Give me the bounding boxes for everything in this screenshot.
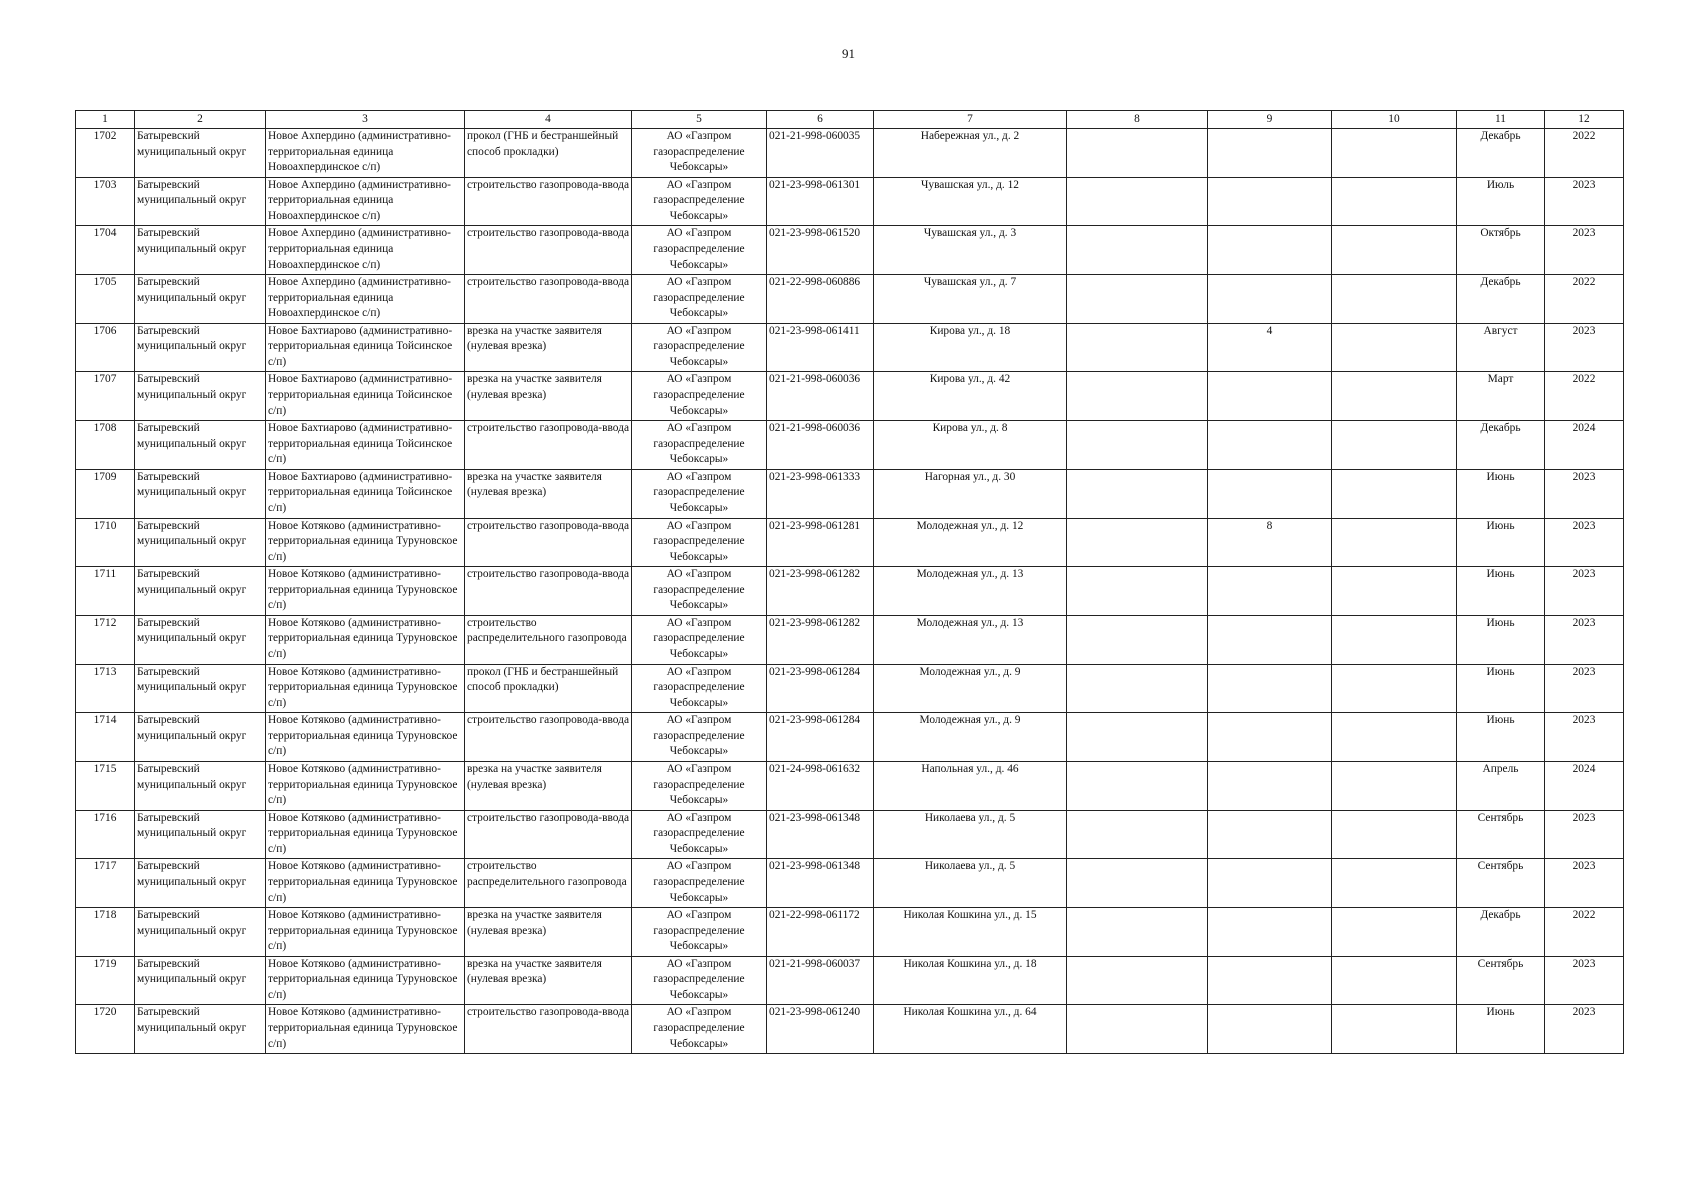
year-cell: 2022: [1545, 908, 1624, 957]
table-body: [76, 129, 1624, 1054]
organization-cell: АО «Газпром газораспределение Чебоксары»: [632, 421, 767, 470]
column-9-cell: [1208, 956, 1332, 1005]
work-type-cell: врезка на участке заявителя (нулевая врезка): [465, 469, 632, 518]
cadastral-number-cell: 021-21-998-060035: [767, 129, 874, 178]
table-row: [76, 177, 1624, 226]
column-10-cell: [1332, 713, 1457, 762]
row-number-cell: 1709: [76, 469, 135, 518]
column-9-cell: [1208, 226, 1332, 275]
address-cell: Николаева ул., д. 5: [874, 810, 1067, 859]
column-9-cell: [1208, 664, 1332, 713]
work-type-cell: строительство газопровода-ввода: [465, 226, 632, 275]
organization-cell: АО «Газпром газораспределение Чебоксары»: [632, 664, 767, 713]
column-8-cell: [1067, 469, 1208, 518]
cadastral-number-cell: 021-21-998-060037: [767, 956, 874, 1005]
table-row: [76, 615, 1624, 664]
table-row: [76, 761, 1624, 810]
cadastral-number-cell: 021-23-998-061333: [767, 469, 874, 518]
column-10-cell: [1332, 518, 1457, 567]
year-cell: 2023: [1545, 518, 1624, 567]
organization-cell: АО «Газпром газораспределение Чебоксары»: [632, 275, 767, 324]
cadastral-number-cell: 021-23-998-061282: [767, 615, 874, 664]
row-number-cell: 1704: [76, 226, 135, 275]
organization-cell: АО «Газпром газораспределение Чебоксары»: [632, 177, 767, 226]
column-10-cell: [1332, 908, 1457, 957]
district-cell: Батыревский муниципальный округ: [135, 177, 266, 226]
cadastral-number-cell: 021-23-998-061348: [767, 859, 874, 908]
month-cell: Июнь: [1457, 518, 1545, 567]
column-8-cell: [1067, 615, 1208, 664]
row-number-cell: 1719: [76, 956, 135, 1005]
month-cell: Июль: [1457, 177, 1545, 226]
column-9-cell: [1208, 908, 1332, 957]
district-cell: Батыревский муниципальный округ: [135, 275, 266, 324]
year-cell: 2023: [1545, 1005, 1624, 1054]
settlement-cell: Новое Бахтиарово (административно-территориальная единица Тойсинское с/п): [266, 323, 465, 372]
work-type-cell: врезка на участке заявителя (нулевая врезка): [465, 323, 632, 372]
page-number: 91: [842, 46, 855, 61]
month-cell: Июнь: [1457, 1005, 1545, 1054]
address-cell: Кирова ул., д. 42: [874, 372, 1067, 421]
address-cell: Молодежная ул., д. 13: [874, 567, 1067, 616]
work-type-cell: строительство газопровода-ввода: [465, 810, 632, 859]
column-9-cell: [1208, 615, 1332, 664]
month-cell: Июнь: [1457, 567, 1545, 616]
cadastral-number-cell: 021-21-998-060036: [767, 421, 874, 470]
cadastral-number-cell: 021-21-998-060036: [767, 372, 874, 421]
organization-cell: АО «Газпром газораспределение Чебоксары»: [632, 518, 767, 567]
settlement-cell: Новое Котяково (административно-территориальная единица Туруновское с/п): [266, 567, 465, 616]
cadastral-number-cell: 021-23-998-061301: [767, 177, 874, 226]
table-row: [76, 713, 1624, 762]
address-cell: Молодежная ул., д. 13: [874, 615, 1067, 664]
settlement-cell: Новое Бахтиарово (административно-территориальная единица Тойсинское с/п): [266, 469, 465, 518]
column-10-cell: [1332, 275, 1457, 324]
column-header-3: 3: [266, 111, 465, 129]
district-cell: Батыревский муниципальный округ: [135, 615, 266, 664]
work-type-cell: строительство распределительного газопровода: [465, 859, 632, 908]
district-cell: Батыревский муниципальный округ: [135, 713, 266, 762]
column-10-cell: [1332, 956, 1457, 1005]
gasification-register-table: [75, 110, 1624, 1054]
address-cell: Набережная ул., д. 2: [874, 129, 1067, 178]
work-type-cell: врезка на участке заявителя (нулевая врезка): [465, 956, 632, 1005]
district-cell: Батыревский муниципальный округ: [135, 372, 266, 421]
column-8-cell: [1067, 421, 1208, 470]
column-header-1: 1: [76, 111, 135, 129]
column-9-cell: [1208, 372, 1332, 421]
district-cell: Батыревский муниципальный округ: [135, 567, 266, 616]
column-9-cell: [1208, 469, 1332, 518]
month-cell: Сентябрь: [1457, 859, 1545, 908]
row-number-cell: 1720: [76, 1005, 135, 1054]
address-cell: Николая Кошкина ул., д. 64: [874, 1005, 1067, 1054]
cadastral-number-cell: 021-23-998-061411: [767, 323, 874, 372]
table-row: [76, 956, 1624, 1005]
year-cell: 2023: [1545, 810, 1624, 859]
settlement-cell: Новое Котяково (административно-территориальная единица Туруновское с/п): [266, 761, 465, 810]
table-row: [76, 908, 1624, 957]
organization-cell: АО «Газпром газораспределение Чебоксары»: [632, 859, 767, 908]
month-cell: Декабрь: [1457, 421, 1545, 470]
work-type-cell: врезка на участке заявителя (нулевая врезка): [465, 372, 632, 421]
work-type-cell: строительство газопровода-ввода: [465, 177, 632, 226]
organization-cell: АО «Газпром газораспределение Чебоксары»: [632, 1005, 767, 1054]
column-10-cell: [1332, 761, 1457, 810]
district-cell: Батыревский муниципальный округ: [135, 810, 266, 859]
table-row: [76, 810, 1624, 859]
organization-cell: АО «Газпром газораспределение Чебоксары»: [632, 323, 767, 372]
column-9-cell: 4: [1208, 323, 1332, 372]
work-type-cell: строительство газопровода-ввода: [465, 275, 632, 324]
district-cell: Батыревский муниципальный округ: [135, 859, 266, 908]
column-8-cell: [1067, 908, 1208, 957]
address-cell: Николаева ул., д. 5: [874, 859, 1067, 908]
organization-cell: АО «Газпром газораспределение Чебоксары»: [632, 567, 767, 616]
column-9-cell: [1208, 859, 1332, 908]
settlement-cell: Новое Котяково (административно-территориальная единица Туруновское с/п): [266, 956, 465, 1005]
settlement-cell: Новое Котяково (административно-территориальная единица Туруновское с/п): [266, 859, 465, 908]
address-cell: Николая Кошкина ул., д. 15: [874, 908, 1067, 957]
address-cell: Молодежная ул., д. 12: [874, 518, 1067, 567]
column-10-cell: [1332, 664, 1457, 713]
table-row: [76, 518, 1624, 567]
cadastral-number-cell: 021-23-998-061284: [767, 713, 874, 762]
column-10-cell: [1332, 469, 1457, 518]
column-10-cell: [1332, 323, 1457, 372]
column-header-12: 12: [1545, 111, 1624, 129]
district-cell: Батыревский муниципальный округ: [135, 518, 266, 567]
work-type-cell: строительство газопровода-ввода: [465, 1005, 632, 1054]
column-10-cell: [1332, 810, 1457, 859]
column-9-cell: [1208, 177, 1332, 226]
column-8-cell: [1067, 323, 1208, 372]
work-type-cell: строительство газопровода-ввода: [465, 567, 632, 616]
column-8-cell: [1067, 859, 1208, 908]
settlement-cell: Новое Ахпердино (административно-территориальная единица Новоахпердинское с/п): [266, 275, 465, 324]
district-cell: Батыревский муниципальный округ: [135, 1005, 266, 1054]
cadastral-number-cell: 021-22-998-060886: [767, 275, 874, 324]
row-number-cell: 1713: [76, 664, 135, 713]
settlement-cell: Новое Ахпердино (административно-территориальная единица Новоахпердинское с/п): [266, 129, 465, 178]
settlement-cell: Новое Котяково (административно-территориальная единица Туруновское с/п): [266, 1005, 465, 1054]
column-8-cell: [1067, 664, 1208, 713]
table-row: [76, 469, 1624, 518]
month-cell: Сентябрь: [1457, 956, 1545, 1005]
year-cell: 2024: [1545, 421, 1624, 470]
address-cell: Напольная ул., д. 46: [874, 761, 1067, 810]
cadastral-number-cell: 021-23-998-061284: [767, 664, 874, 713]
column-8-cell: [1067, 518, 1208, 567]
column-8-cell: [1067, 226, 1208, 275]
row-number-cell: 1716: [76, 810, 135, 859]
cadastral-number-cell: 021-23-998-061348: [767, 810, 874, 859]
column-8-cell: [1067, 372, 1208, 421]
column-8-cell: [1067, 275, 1208, 324]
month-cell: Август: [1457, 323, 1545, 372]
address-cell: Нагорная ул., д. 30: [874, 469, 1067, 518]
row-number-cell: 1703: [76, 177, 135, 226]
column-header-6: 6: [767, 111, 874, 129]
column-9-cell: [1208, 421, 1332, 470]
month-cell: Декабрь: [1457, 129, 1545, 178]
month-cell: Декабрь: [1457, 275, 1545, 324]
table-row: [76, 1005, 1624, 1054]
work-type-cell: строительство газопровода-ввода: [465, 518, 632, 567]
cadastral-number-cell: 021-22-998-061172: [767, 908, 874, 957]
row-number-cell: 1712: [76, 615, 135, 664]
row-number-cell: 1714: [76, 713, 135, 762]
column-10-cell: [1332, 226, 1457, 275]
address-cell: Кирова ул., д. 18: [874, 323, 1067, 372]
month-cell: Сентябрь: [1457, 810, 1545, 859]
address-cell: Чувашская ул., д. 7: [874, 275, 1067, 324]
table-row: [76, 129, 1624, 178]
year-cell: 2023: [1545, 469, 1624, 518]
work-type-cell: строительство распределительного газопровода: [465, 615, 632, 664]
work-type-cell: прокол (ГНБ и бестраншейный способ прокладки): [465, 129, 632, 178]
cadastral-number-cell: 021-23-998-061281: [767, 518, 874, 567]
month-cell: Декабрь: [1457, 908, 1545, 957]
column-9-cell: [1208, 567, 1332, 616]
column-8-cell: [1067, 810, 1208, 859]
column-header-4: 4: [465, 111, 632, 129]
column-header-11: 11: [1457, 111, 1545, 129]
settlement-cell: Новое Котяково (административно-территориальная единица Туруновское с/п): [266, 664, 465, 713]
settlement-cell: Новое Бахтиарово (административно-территориальная единица Тойсинское с/п): [266, 372, 465, 421]
column-header-5: 5: [632, 111, 767, 129]
row-number-cell: 1705: [76, 275, 135, 324]
address-cell: Молодежная ул., д. 9: [874, 713, 1067, 762]
month-cell: Июнь: [1457, 664, 1545, 713]
work-type-cell: врезка на участке заявителя (нулевая врезка): [465, 908, 632, 957]
column-10-cell: [1332, 1005, 1457, 1054]
address-cell: Молодежная ул., д. 9: [874, 664, 1067, 713]
month-cell: Июнь: [1457, 713, 1545, 762]
settlement-cell: Новое Ахпердино (административно-территориальная единица Новоахпердинское с/п): [266, 226, 465, 275]
column-header-9: 9: [1208, 111, 1332, 129]
row-number-cell: 1718: [76, 908, 135, 957]
column-10-cell: [1332, 859, 1457, 908]
district-cell: Батыревский муниципальный округ: [135, 956, 266, 1005]
column-10-cell: [1332, 372, 1457, 421]
year-cell: 2023: [1545, 859, 1624, 908]
month-cell: Октябрь: [1457, 226, 1545, 275]
column-8-cell: [1067, 956, 1208, 1005]
work-type-cell: строительство газопровода-ввода: [465, 713, 632, 762]
district-cell: Батыревский муниципальный округ: [135, 761, 266, 810]
organization-cell: АО «Газпром газораспределение Чебоксары»: [632, 372, 767, 421]
year-cell: 2023: [1545, 956, 1624, 1005]
row-number-cell: 1706: [76, 323, 135, 372]
row-number-cell: 1708: [76, 421, 135, 470]
row-number-cell: 1710: [76, 518, 135, 567]
table-row: [76, 323, 1624, 372]
column-header-7: 7: [874, 111, 1067, 129]
district-cell: Батыревский муниципальный округ: [135, 323, 266, 372]
organization-cell: АО «Газпром газораспределение Чебоксары»: [632, 469, 767, 518]
column-header-10: 10: [1332, 111, 1457, 129]
month-cell: Июнь: [1457, 469, 1545, 518]
column-9-cell: [1208, 1005, 1332, 1054]
row-number-cell: 1715: [76, 761, 135, 810]
organization-cell: АО «Газпром газораспределение Чебоксары»: [632, 713, 767, 762]
month-cell: Март: [1457, 372, 1545, 421]
district-cell: Батыревский муниципальный округ: [135, 469, 266, 518]
column-9-cell: [1208, 810, 1332, 859]
year-cell: 2022: [1545, 275, 1624, 324]
organization-cell: АО «Газпром газораспределение Чебоксары»: [632, 908, 767, 957]
settlement-cell: Новое Котяково (административно-территориальная единица Туруновское с/п): [266, 908, 465, 957]
column-9-cell: [1208, 129, 1332, 178]
district-cell: Батыревский муниципальный округ: [135, 129, 266, 178]
row-number-cell: 1707: [76, 372, 135, 421]
cadastral-number-cell: 021-24-998-061632: [767, 761, 874, 810]
work-type-cell: строительство газопровода-ввода: [465, 421, 632, 470]
address-cell: Николая Кошкина ул., д. 18: [874, 956, 1067, 1005]
year-cell: 2023: [1545, 323, 1624, 372]
column-header-2: 2: [135, 111, 266, 129]
column-8-cell: [1067, 761, 1208, 810]
district-cell: Батыревский муниципальный округ: [135, 664, 266, 713]
organization-cell: АО «Газпром газораспределение Чебоксары»: [632, 226, 767, 275]
address-cell: Кирова ул., д. 8: [874, 421, 1067, 470]
column-8-cell: [1067, 129, 1208, 178]
year-cell: 2022: [1545, 129, 1624, 178]
column-10-cell: [1332, 615, 1457, 664]
district-cell: Батыревский муниципальный округ: [135, 421, 266, 470]
settlement-cell: Новое Бахтиарово (административно-территориальная единица Тойсинское с/п): [266, 421, 465, 470]
year-cell: 2023: [1545, 713, 1624, 762]
year-cell: 2023: [1545, 567, 1624, 616]
work-type-cell: прокол (ГНБ и бестраншейный способ прокладки): [465, 664, 632, 713]
column-9-cell: [1208, 761, 1332, 810]
settlement-cell: Новое Котяково (административно-территориальная единица Туруновское с/п): [266, 615, 465, 664]
cadastral-number-cell: 021-23-998-061240: [767, 1005, 874, 1054]
year-cell: 2023: [1545, 615, 1624, 664]
organization-cell: АО «Газпром газораспределение Чебоксары»: [632, 615, 767, 664]
year-cell: 2023: [1545, 664, 1624, 713]
column-8-cell: [1067, 713, 1208, 762]
month-cell: Апрель: [1457, 761, 1545, 810]
table-row: [76, 567, 1624, 616]
year-cell: 2022: [1545, 372, 1624, 421]
year-cell: 2024: [1545, 761, 1624, 810]
row-number-cell: 1717: [76, 859, 135, 908]
column-9-cell: [1208, 713, 1332, 762]
column-number-header-row: [76, 111, 1624, 129]
organization-cell: АО «Газпром газораспределение Чебоксары»: [632, 129, 767, 178]
column-8-cell: [1067, 177, 1208, 226]
column-9-cell: [1208, 275, 1332, 324]
table-row: [76, 372, 1624, 421]
table-row: [76, 275, 1624, 324]
settlement-cell: Новое Котяково (административно-территориальная единица Туруновское с/п): [266, 810, 465, 859]
organization-cell: АО «Газпром газораспределение Чебоксары»: [632, 956, 767, 1005]
organization-cell: АО «Газпром газораспределение Чебоксары»: [632, 761, 767, 810]
column-8-cell: [1067, 1005, 1208, 1054]
year-cell: 2023: [1545, 226, 1624, 275]
column-10-cell: [1332, 567, 1457, 616]
column-9-cell: 8: [1208, 518, 1332, 567]
column-10-cell: [1332, 421, 1457, 470]
column-10-cell: [1332, 177, 1457, 226]
column-8-cell: [1067, 567, 1208, 616]
table-row: [76, 664, 1624, 713]
organization-cell: АО «Газпром газораспределение Чебоксары»: [632, 810, 767, 859]
month-cell: Июнь: [1457, 615, 1545, 664]
year-cell: 2023: [1545, 177, 1624, 226]
table-row: [76, 226, 1624, 275]
table-row: [76, 859, 1624, 908]
district-cell: Батыревский муниципальный округ: [135, 226, 266, 275]
row-number-cell: 1711: [76, 567, 135, 616]
district-cell: Батыревский муниципальный округ: [135, 908, 266, 957]
cadastral-number-cell: 021-23-998-061520: [767, 226, 874, 275]
settlement-cell: Новое Ахпердино (административно-территориальная единица Новоахпердинское с/п): [266, 177, 465, 226]
column-10-cell: [1332, 129, 1457, 178]
settlement-cell: Новое Котяково (административно-территориальная единица Туруновское с/п): [266, 518, 465, 567]
cadastral-number-cell: 021-23-998-061282: [767, 567, 874, 616]
address-cell: Чувашская ул., д. 3: [874, 226, 1067, 275]
work-type-cell: врезка на участке заявителя (нулевая врезка): [465, 761, 632, 810]
column-header-8: 8: [1067, 111, 1208, 129]
settlement-cell: Новое Котяково (административно-территориальная единица Туруновское с/п): [266, 713, 465, 762]
row-number-cell: 1702: [76, 129, 135, 178]
address-cell: Чувашская ул., д. 12: [874, 177, 1067, 226]
table-row: [76, 421, 1624, 470]
